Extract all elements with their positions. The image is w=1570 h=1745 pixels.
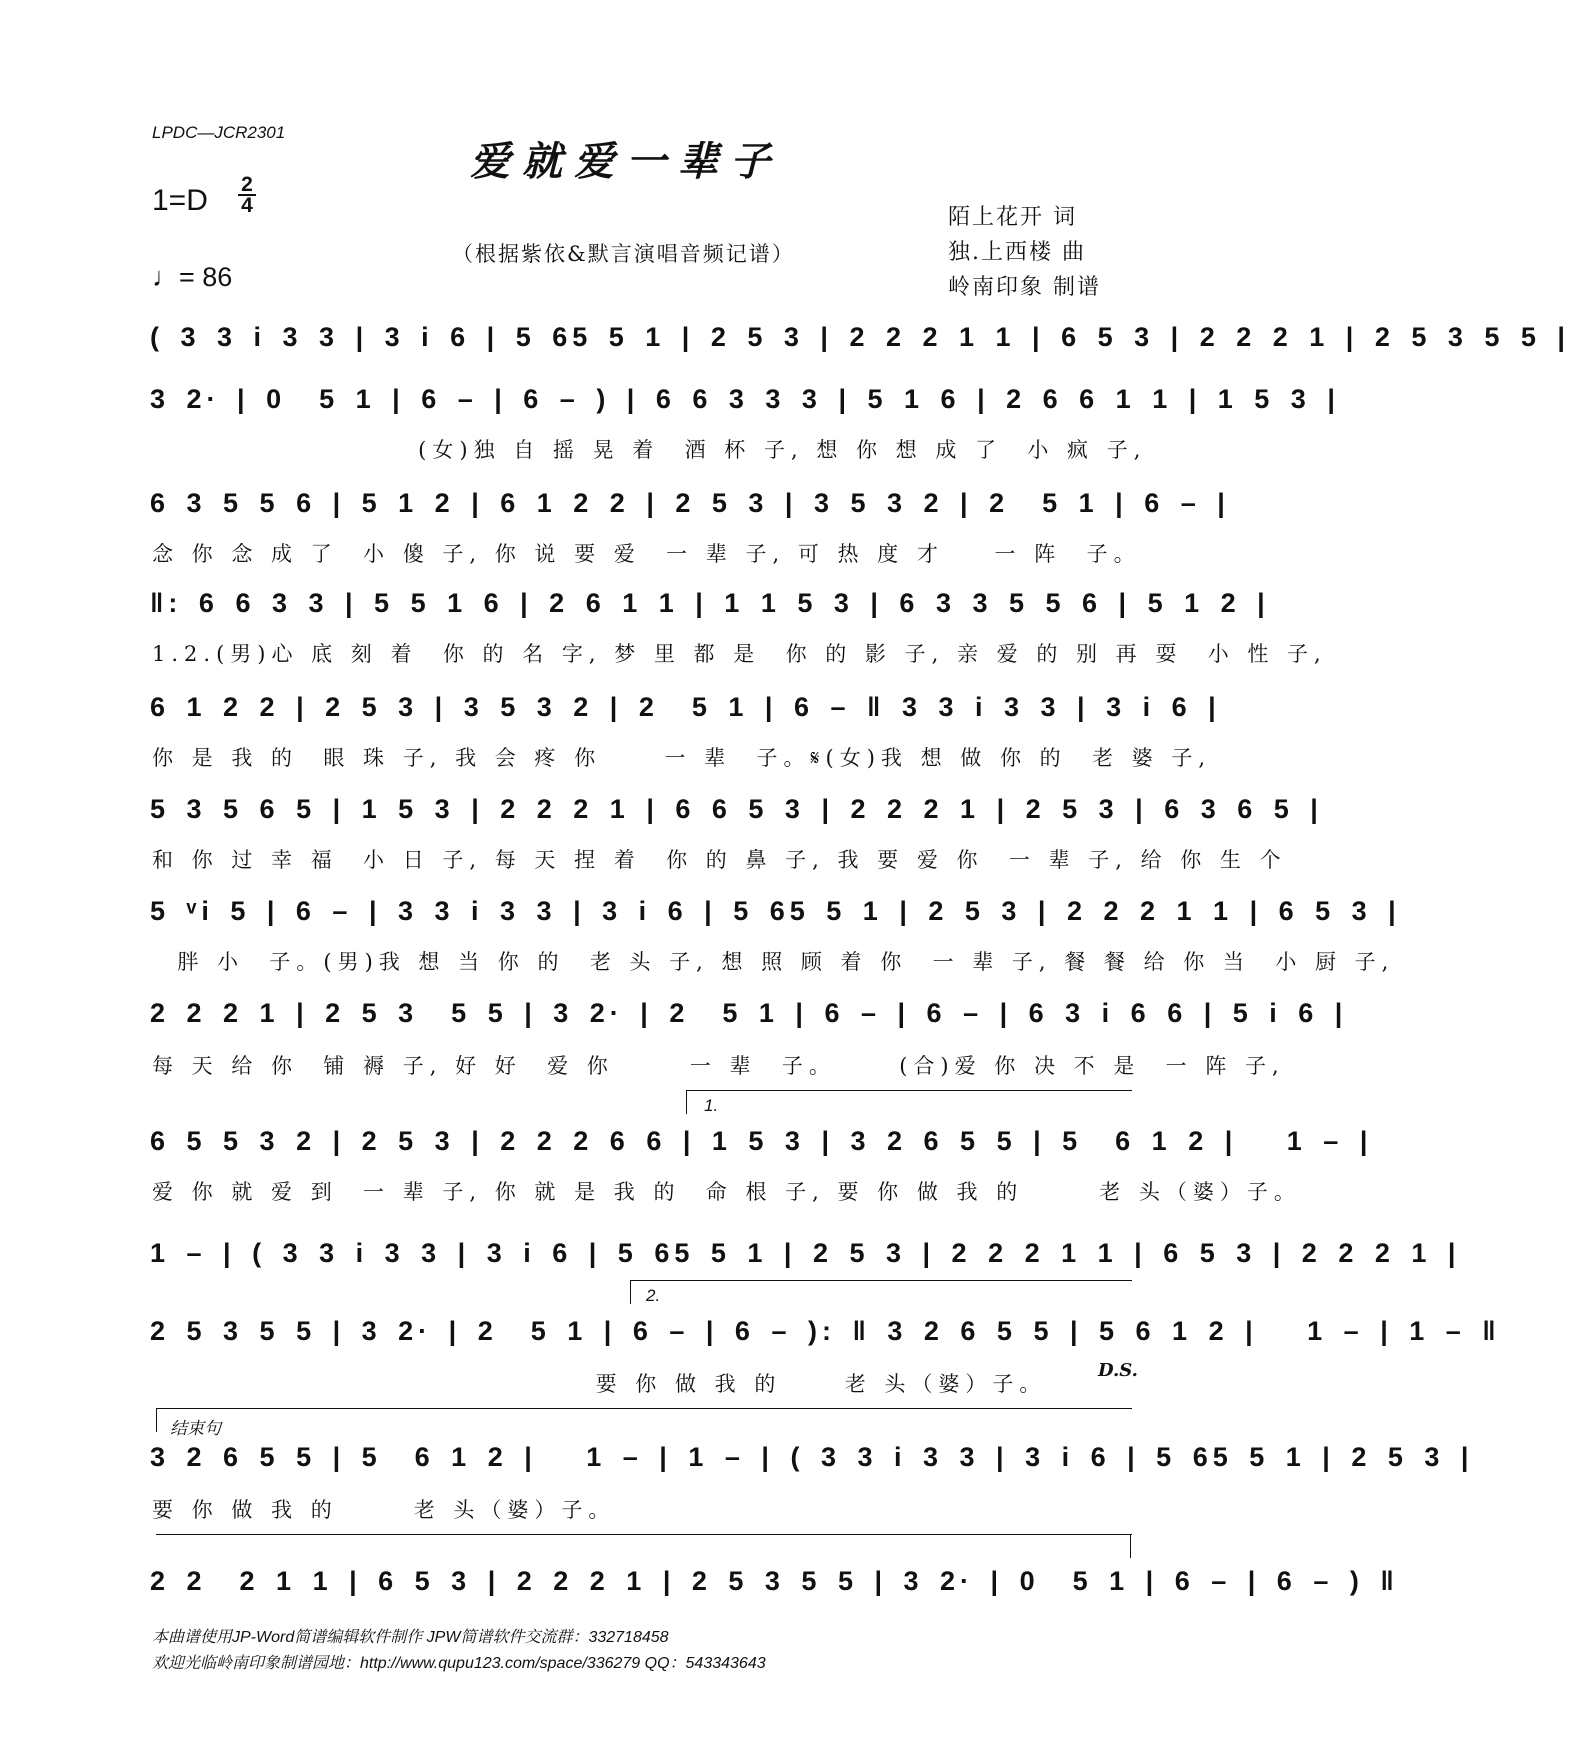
key-signature: 1=D bbox=[152, 184, 208, 217]
volta-1-bracket bbox=[686, 1090, 1132, 1091]
ending-bracket bbox=[156, 1408, 1132, 1409]
notation-row-8: 2 2 2 1 | 2 5 3 5 5 | 3 2· | 2 5 1 | 6 – | 6 – | 6 3 i 6 6 | 5 i 6 | bbox=[150, 998, 1348, 1028]
subtitle: （根据紫依&默言演唱音频记谱） bbox=[452, 242, 795, 266]
lyric-row-6: 和 你 过 幸 福 小 日 子, 每 天 捏 着 你 的 鼻 子, 我 要 爱 你 一 辈 子, 给 你 生 个 bbox=[152, 848, 1287, 872]
footer-line-1: 本曲谱使用JP-Word简谱编辑软件制作 JPW简谱软件交流群：332718458 bbox=[152, 1629, 669, 1646]
notation-row-3: 6 3 5 5 6 | 5 1 2 | 6 1 2 2 | 2 5 3 | 3 5 3 2 | 2 5 1 | 6 – | bbox=[150, 488, 1230, 518]
time-bottom: 4 bbox=[241, 194, 253, 217]
tempo-marking: ♩= 86 bbox=[152, 262, 233, 292]
credits bbox=[948, 200, 1101, 305]
lyric-row-7: 胖 小 子。(男)我 想 当 你 的 老 头 子, 想 照 顾 着 你 一 辈 子, 餐 餐 给 你 当 小 厨 子, bbox=[152, 950, 1395, 974]
volta-2-edge bbox=[630, 1280, 631, 1304]
lyric-row-11: 要 你 做 我 的 老 头（婆）子。 bbox=[152, 1372, 1047, 1396]
notation-row-12: 3 2 6 5 5 | 5 6 1 2 | 1 – | 1 – | ( 3 3 i 3 3 | 3 i 6 | 5 65 5 1 | 2 5 3 | bbox=[150, 1442, 1474, 1472]
volta-1-edge bbox=[686, 1090, 687, 1114]
song-title: 爱就爱一辈子 bbox=[470, 138, 782, 185]
lyric-row-5: 你 是 我 的 眼 珠 子, 我 会 疼 你 一 辈 子。𝄋(女)我 想 做 你 的 老 婆 子, bbox=[152, 746, 1211, 770]
notation-row-2: 3 2· | 0 5 1 | 6 – | 6 – ) | 6 6 3 3 3 | 5 1 6 | 2 6 6 1 1 | 1 5 3 | bbox=[150, 384, 1340, 414]
composer: 独.上西楼 曲 bbox=[948, 240, 1086, 265]
volta-2-label: 2. bbox=[646, 1286, 661, 1305]
time-signature bbox=[238, 173, 256, 217]
notation-row-7: 5 ᵛi 5 | 6 – | 3 3 i 3 3 | 3 i 6 | 5 65 5 1 | 2 5 3 | 2 2 2 1 1 | 6 5 3 | bbox=[150, 896, 1401, 926]
lyric-row-2: (女)独 自 摇 晃 着 酒 杯 子, 想 你 想 成 了 小 疯 子, bbox=[152, 438, 1147, 462]
ending-edge bbox=[156, 1408, 157, 1432]
lyric-row-4: 1.2.(男)心 底 刻 着 你 的 名 字, 梦 里 都 是 你 的 影 子, 亲 爱 的 别 再 耍 小 性 子, bbox=[152, 642, 1327, 666]
notation-row-10: 1 – | ( 3 3 i 3 3 | 3 i 6 | 5 65 5 1 | 2 5 3 | 2 2 2 1 1 | 6 5 3 | 2 2 2 1 | bbox=[150, 1238, 1461, 1268]
lyric-row-9: 爱 你 就 爱 到 一 辈 子, 你 就 是 我 的 命 根 子, 要 你 做 我 的 老 头（婆）子。 bbox=[152, 1180, 1301, 1204]
lyric-row-12: 要 你 做 我 的 老 头（婆）子。 bbox=[152, 1498, 616, 1522]
notation-row-1: ( 3 3 i 3 3 | 3 i 6 | 5 65 5 1 | 2 5 3 | 2 2 2 1 1 | 6 5 3 | 2 2 2 1 | 2 5 3 5 5 | bbox=[150, 322, 1570, 352]
notation-row-4: ‖: 6 6 3 3 | 5 5 1 6 | 2 6 1 1 | 1 1 5 3 | 6 3 3 5 5 6 | 5 1 2 | bbox=[150, 588, 1270, 618]
notation-row-9: 6 5 5 3 2 | 2 5 3 | 2 2 2 6 6 | 1 5 3 | 3 2 6 5 5 | 5 6 1 2 | 1 – | bbox=[150, 1126, 1373, 1156]
ds-marker: D.S. bbox=[1098, 1360, 1138, 1381]
volta-1-label: 1. bbox=[704, 1096, 719, 1115]
closing-edge bbox=[1130, 1534, 1131, 1558]
volta-2-bracket bbox=[630, 1280, 1132, 1281]
lyricist: 陌上花开 词 bbox=[948, 205, 1077, 230]
lyric-row-8: 每 天 给 你 铺 褥 子, 好 好 爱 你 一 辈 子。 (合)爱 你 决 不 是 一 阵 子, bbox=[152, 1054, 1285, 1078]
notation-row-11: 2 5 3 5 5 | 3 2· | 2 5 1 | 6 – | 6 – ): ‖ 3 2 6 5 5 | 5 6 1 2 | 1 – | 1 – ‖ bbox=[150, 1316, 1501, 1346]
arranger: 岭南印象 制谱 bbox=[948, 275, 1101, 300]
lyric-row-3: 念 你 念 成 了 小 傻 子, 你 说 要 爱 一 辈 子, 可 热 度 才 一 阵 子。 bbox=[152, 542, 1141, 566]
closing-bracket bbox=[156, 1534, 1132, 1535]
notation-row-6: 5 3 5 6 5 | 1 5 3 | 2 2 2 1 | 6 6 5 3 | 2 2 2 1 | 2 5 3 | 6 3 6 5 | bbox=[150, 794, 1323, 824]
score-code: LPDC—JCR2301 bbox=[152, 123, 286, 142]
notation-row-13: 2 2 2 1 1 | 6 5 3 | 2 2 2 1 | 2 5 3 5 5 | 3 2· | 0 5 1 | 6 – | 6 – ) ‖ bbox=[150, 1566, 1399, 1596]
ending-label: 结束句 bbox=[170, 1419, 221, 1438]
notation-row-5: 6 1 2 2 | 2 5 3 | 3 5 3 2 | 2 5 1 | 6 – ‖ 3 3 i 3 3 | 3 i 6 | bbox=[150, 692, 1221, 722]
time-top: 2 bbox=[241, 173, 253, 196]
footer-line-2: 欢迎光临岭南印象制谱园地：http://www.qupu123.com/space/336279 QQ：543343643 bbox=[152, 1655, 766, 1672]
